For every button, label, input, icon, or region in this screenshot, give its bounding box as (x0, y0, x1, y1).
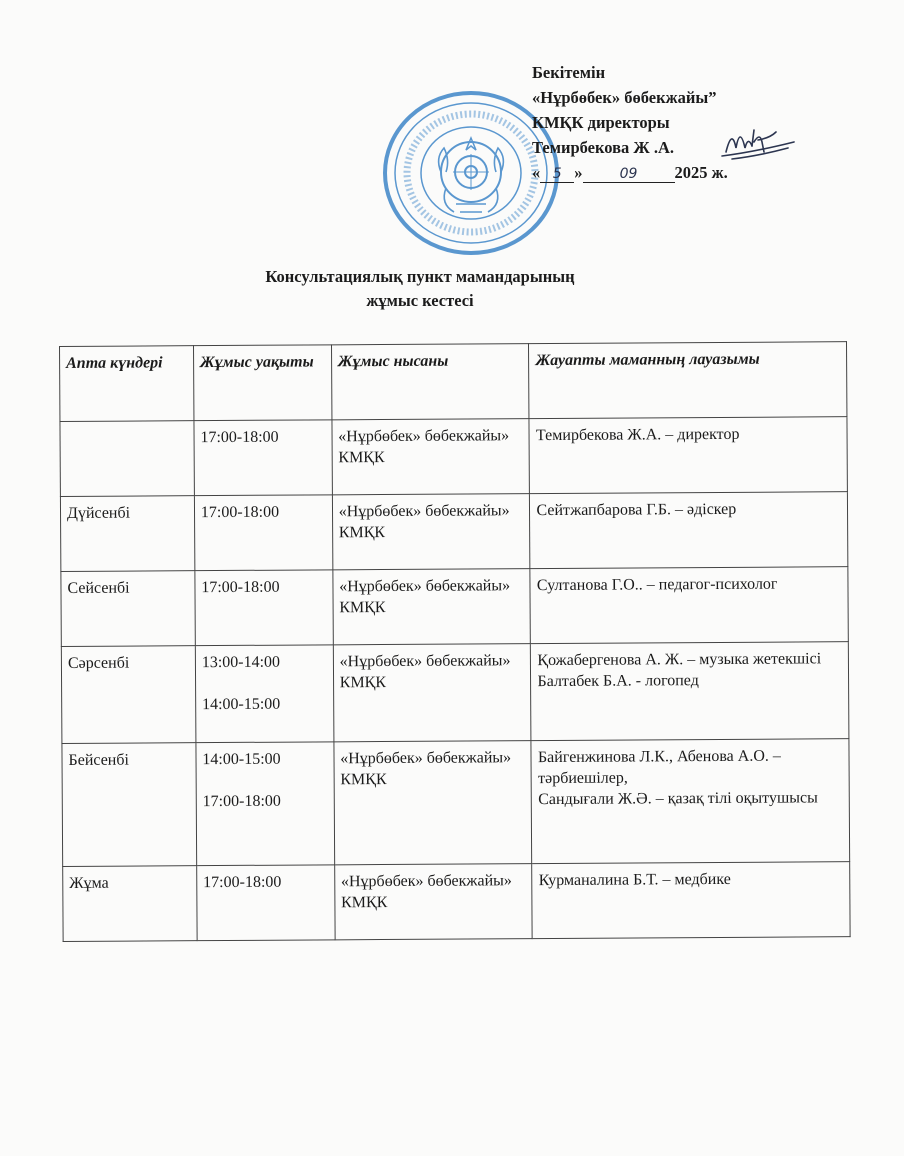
time-slot: 14:00-15:00 (202, 750, 281, 769)
cell-time (196, 742, 335, 866)
time-slot: 17:00-18:00 (200, 428, 279, 447)
table-row (62, 739, 850, 867)
responsible-entry: Султанова Г.О.. – педагог-психолог (536, 575, 778, 595)
cell-place: «Нұрбөбек» бөбекжайы» КМҚК (332, 494, 530, 570)
approval-organization: «Нұрбөбек» бөбекжайы” (532, 88, 717, 107)
header-days: Апта күндері (60, 346, 194, 422)
time-slot: 13:00-14:00 (201, 653, 281, 672)
cell-time (195, 645, 333, 743)
table-row (60, 492, 847, 572)
page-title (200, 265, 640, 313)
cell-responsible (529, 417, 847, 494)
cell-place: «Нұрбөбек» бөбекжайы» КМҚК (332, 419, 530, 495)
cell-place: «Нұрбөбек» бөбекжайы» КМҚК (334, 741, 532, 865)
approval-position: КМҚК директоры (532, 113, 670, 132)
cell-responsible (532, 862, 850, 939)
cell-time (197, 865, 335, 941)
approval-heading: Бекітемін (532, 63, 606, 82)
cell-responsible (531, 642, 849, 741)
cell-place: «Нұрбөбек» бөбекжайы» КМҚК (334, 864, 532, 940)
cell-day: Жұма (63, 866, 197, 942)
time-slot: 17:00-18:00 (202, 792, 281, 811)
table-header-row (60, 342, 847, 422)
time-slot: 17:00-18:00 (201, 578, 280, 597)
time-slot: 17:00-18:00 (203, 873, 282, 892)
responsible-entry: Қожабергенова А. Ж. – музыка жетекшісі (537, 650, 822, 670)
title-line-2: жұмыс кестесі (366, 291, 474, 310)
cell-day: Сейсенбі (61, 571, 195, 647)
date-year: 2025 ж. (674, 163, 728, 182)
approval-date (532, 160, 832, 185)
cell-time (194, 420, 332, 496)
approval-director-name: Темирбекова Ж .А. (532, 138, 674, 157)
responsible-entry: Курманалина Б.Т. – медбике (538, 870, 731, 890)
time-slot: 14:00-15:00 (202, 695, 281, 714)
cell-day: Дүйсенбі (60, 496, 194, 572)
cell-responsible (531, 739, 849, 864)
table-row (61, 567, 848, 647)
responsible-entry: Байгенжинова Л.К., Абенова А.О. – тәрбиешілер, (537, 747, 781, 788)
responsible-entry: Балтабек Б.А. - логопед (537, 672, 699, 691)
cell-place: «Нұрбөбек» бөбекжайы» КМҚК (333, 569, 531, 645)
table-row (61, 642, 849, 744)
date-day: 5 (540, 166, 574, 183)
cell-day (60, 421, 194, 497)
date-open-quote: « (532, 163, 541, 182)
cell-responsible (530, 492, 848, 569)
time-slot: 17:00-18:00 (200, 503, 280, 522)
table-row (63, 862, 850, 942)
responsible-entry: Сейтжапбарова Г.Б. – әдіскер (536, 500, 737, 520)
responsible-entry: Темирбекова Ж.А. – директор (535, 425, 740, 445)
cell-time (195, 570, 333, 646)
cell-day: Бейсенбі (62, 743, 197, 867)
signature-icon (718, 118, 798, 162)
schedule-table (59, 341, 851, 942)
cell-responsible (530, 567, 848, 644)
header-time: Жұмыс уақыты (193, 345, 331, 421)
header-responsible: Жауапты маманның лауазымы (529, 342, 847, 419)
cell-day: Сәрсенбі (61, 646, 195, 744)
header-place: Жұмыс нысаны (331, 344, 529, 420)
date-close-quote: » (574, 163, 583, 182)
responsible-entry: Сандығали Ж.Ә. – қазақ тілі оқытушысы (538, 789, 818, 809)
table-row (60, 417, 847, 497)
date-month: 09 (583, 166, 675, 183)
cell-place: «Нұрбөбек» бөбекжайы» КМҚК (333, 644, 531, 742)
cell-time (194, 495, 332, 571)
title-line-1: Консультациялық пункт мамандарының (265, 267, 575, 286)
